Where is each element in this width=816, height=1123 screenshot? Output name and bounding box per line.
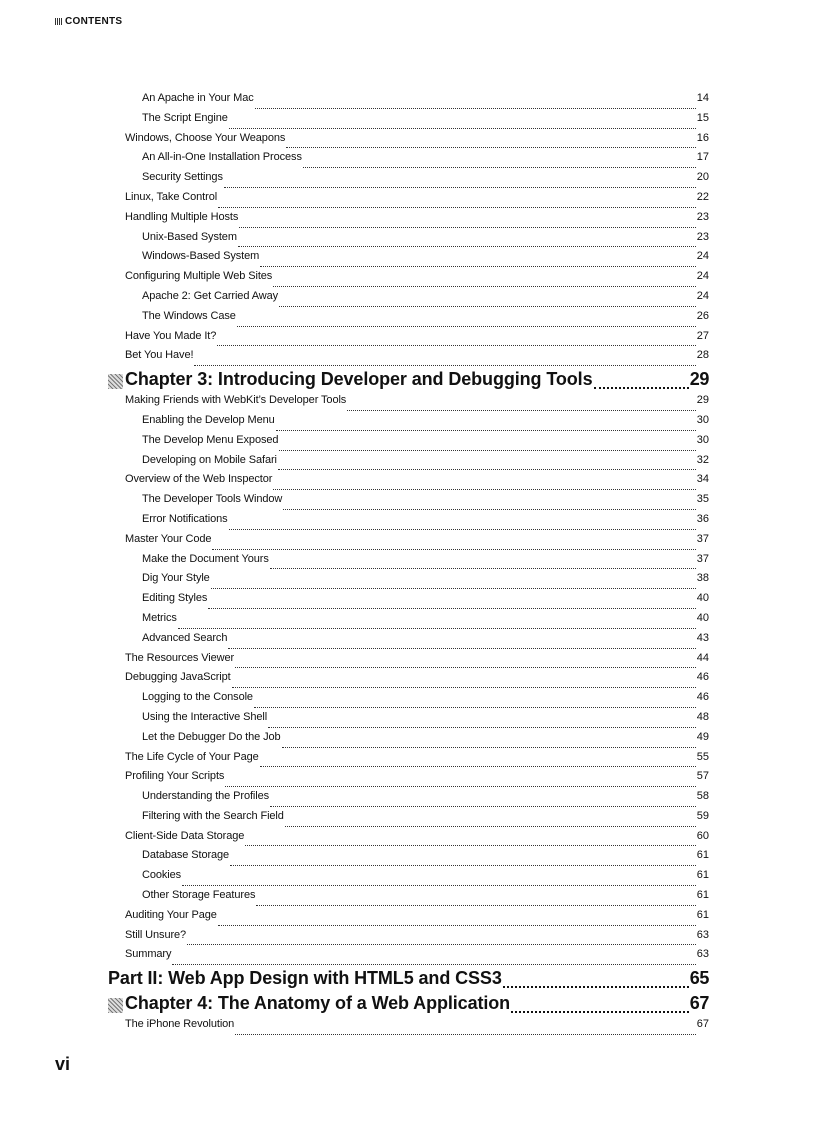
toc-entry-page: 22 [696,190,709,203]
toc-entry-page: 23 [696,230,709,243]
toc-entry-title: Chapter 3: Introducing Developer and Debugging Tools [125,369,593,390]
toc-entry-page: 34 [696,473,709,486]
toc-entry-page: 17 [696,151,709,164]
toc-entry-title: Developing on Mobile Safari [142,453,277,466]
dot-leader [270,805,696,807]
dot-leader [235,1033,696,1035]
dot-leader [239,226,695,228]
toc-entry [108,533,709,553]
dot-leader [256,904,695,906]
toc-entry-title: Still Unsure? [125,928,187,941]
toc-entry-page: 24 [696,250,709,263]
toc-entry-title: Debugging JavaScript [125,671,231,684]
toc-entry [108,889,709,909]
toc-chapter-heading [108,993,709,1018]
toc-entry-title: Database Storage [142,849,230,862]
toc-entry-title: Logging to the Console [142,691,253,704]
toc-entry [108,132,709,152]
page-number: vi [55,1054,71,1074]
dot-leader [232,686,696,688]
dot-leader [282,746,696,748]
dot-leader [235,666,696,668]
toc-entry-page: 48 [696,710,709,723]
toc-entry-title: Part II: Web App Design with HTML5 and CSS3 [108,968,502,989]
chapter-marker-icon [108,998,123,1013]
toc-entry-title: The Windows Case [142,309,236,322]
toc-entry-page: 44 [696,651,709,664]
dot-leader [218,206,696,208]
toc-entry-title: Error Notifications [142,512,228,525]
toc-entry-title: Understanding the Profiles [142,790,270,803]
toc-entry-title: Profiling Your Scripts [125,770,225,783]
toc-entry-page: 61 [696,869,709,882]
dot-leader [218,924,696,926]
toc-entry-title: Linux, Take Control [125,190,218,203]
toc-entry-title: Editing Styles [142,592,208,605]
dot-leader [278,468,696,470]
dot-leader [276,429,696,431]
toc-entry-title: An All-in-One Installation Process [142,151,302,164]
toc-entry [108,849,709,869]
toc-entry-page: 61 [696,849,709,862]
toc-entry-page: 61 [696,889,709,902]
toc-entry-title: Have You Made It? [125,329,217,342]
dot-leader [283,508,695,510]
toc-entry [108,612,709,632]
toc-entry [108,349,709,369]
dot-leader [268,726,696,728]
toc-entry-page: 38 [696,572,709,585]
toc-entry-page: 46 [696,671,709,684]
toc-entry-title: The Script Engine [142,111,228,124]
toc-entry-title: Advanced Search [142,631,228,644]
toc-entry [108,112,709,132]
toc-entry-title: An Apache in Your Mac [142,92,254,104]
toc-entry-page: 35 [696,493,709,506]
toc-chapter-heading [108,369,709,394]
dot-leader [229,528,696,530]
toc-entry-title: Using the Interactive Shell [142,710,268,723]
toc-entry [108,394,709,414]
dot-leader [224,186,696,188]
dot-leader [212,548,695,550]
toc-entry [108,572,709,592]
dot-leader [178,627,696,629]
dot-leader [228,647,695,649]
dot-leader [303,166,696,168]
toc-entry-page: 57 [696,770,709,783]
dot-leader [279,449,695,451]
dot-leader [245,844,695,846]
dot-leader [182,884,696,886]
toc-entry [108,869,709,889]
toc-entry-page: 37 [696,552,709,565]
toc-entry [108,751,709,771]
toc-entry-title: Make the Document Yours [142,552,269,565]
dot-leader [285,825,696,827]
toc-entry [108,711,709,731]
toc-entry [108,948,709,968]
toc-entry [108,493,709,513]
dot-leader [511,1010,689,1013]
toc-entry-title: Making Friends with WebKit’s Developer Tools [125,394,347,407]
dot-leader [273,488,695,490]
chapter-marker-icon [108,374,123,389]
toc-entry-title: The Life Cycle of Your Page [125,750,259,763]
toc-entry-title: Windows-Based System [142,250,260,263]
dot-leader [172,963,695,965]
toc-entry [108,652,709,672]
toc-entry-page: 40 [696,592,709,605]
dot-leader [270,567,696,569]
toc-entry-page: 29 [689,369,709,390]
toc-entry-page: 16 [696,131,709,144]
toc-entry [108,553,709,573]
toc-entry [108,92,709,112]
toc-entry-title: The iPhone Revolution [125,1018,235,1031]
toc-entry-page: 43 [696,631,709,644]
toc-entry-title: Windows, Choose Your Weapons [125,131,286,144]
running-header [55,16,122,27]
toc-entry-title: Let the Debugger Do the Job [142,730,281,743]
toc-entry-page: 67 [696,1018,709,1031]
toc-entry [108,513,709,533]
toc-entry-page: 55 [696,750,709,763]
header-label: CONTENTS [65,16,123,27]
toc-entry-title: Handling Multiple Hosts [125,210,239,223]
toc-entry-page: 65 [689,968,709,989]
toc-entry [108,330,709,350]
dot-leader [279,305,696,307]
dot-leader [260,265,696,267]
toc-entry-title: Other Storage Features [142,889,256,902]
dot-leader [230,864,696,866]
toc-part-heading [108,968,709,993]
toc-entry-page: 59 [696,809,709,822]
toc-entry-title: Summary [125,948,172,961]
toc-entry-page: 20 [696,171,709,184]
toc-entry-title: Unix-Based System [142,230,237,243]
toc-entry [108,909,709,929]
dot-leader [273,285,696,287]
toc-entry-page: 23 [696,210,709,223]
toc-entry-title: Auditing Your Page [125,908,217,921]
dot-leader [503,985,689,988]
toc-entry [108,231,709,251]
toc-entry-page: 61 [696,908,709,921]
dot-leader [286,146,695,148]
toc-entry [108,414,709,434]
toc-entry-title: Dig Your Style [142,572,210,585]
toc-entry-page: 58 [696,790,709,803]
toc-entry [108,810,709,830]
toc-entry-title: Cookies [142,869,182,882]
toc-entry [108,770,709,790]
toc-entry [108,790,709,810]
toc-entry-page: 60 [696,829,709,842]
toc-entry-title: Metrics [142,611,177,624]
header-square-icon [55,18,62,25]
toc-entry [108,434,709,454]
dot-leader [238,245,696,247]
toc-entry-title: Chapter 4: The Anatomy of a Web Application [125,993,511,1014]
toc-entry [108,632,709,652]
toc-entry-page: 49 [696,730,709,743]
toc-entry-page: 27 [696,329,709,342]
toc-entry-title: Filtering with the Search Field [142,809,284,822]
toc-entry-page: 67 [689,993,709,1014]
toc-entry [108,151,709,171]
toc-entry [108,211,709,231]
dot-leader [225,785,695,787]
toc-entry [108,830,709,850]
toc-entry-page: 30 [696,433,709,446]
toc-entry-page: 63 [696,928,709,941]
toc-entry [108,270,709,290]
toc-entry-page: 24 [696,289,709,302]
toc-entry-page: 40 [696,611,709,624]
toc-entry [108,250,709,270]
dot-leader [229,127,696,129]
toc-entry [108,473,709,493]
toc-entry-page: 24 [696,270,709,283]
dot-leader [254,706,696,708]
toc-entry-page: 26 [696,309,709,322]
toc-entry-title: Master Your Code [125,532,212,545]
dot-leader [594,386,689,389]
toc-entry [108,454,709,474]
toc-entry-title: The Develop Menu Exposed [142,433,279,446]
toc-entry [108,290,709,310]
toc-entry-title: The Resources Viewer [125,651,235,664]
toc-entry-page: 29 [696,394,709,407]
toc-entry [108,671,709,691]
toc-entry-title: Bet You Have! [125,349,194,362]
toc-entry [108,171,709,191]
toc-entry-title: Configuring Multiple Web Sites [125,270,273,283]
toc-entry-page: 30 [696,413,709,426]
table-of-contents [108,92,709,1038]
dot-leader [260,765,696,767]
toc-entry [108,1018,709,1038]
toc-entry [108,731,709,751]
dot-leader [187,943,696,945]
dot-leader [208,607,696,609]
toc-entry-page: 14 [696,92,709,104]
toc-entry-page: 15 [696,111,709,124]
toc-entry [108,191,709,211]
toc-entry-page: 63 [696,948,709,961]
dot-leader [211,587,696,589]
toc-entry-title: Overview of the Web Inspector [125,473,273,486]
toc-entry [108,929,709,949]
toc-entry-page: 36 [696,512,709,525]
dot-leader [347,409,696,411]
toc-entry-title: Security Settings [142,171,223,184]
toc-entry-title: The Developer Tools Window [142,493,283,506]
toc-entry [108,310,709,330]
toc-entry-page: 46 [696,691,709,704]
toc-entry-page: 32 [696,453,709,466]
dot-leader [194,364,695,366]
toc-entry-title: Client-Side Data Storage [125,829,245,842]
toc-entry [108,691,709,711]
toc-entry [108,592,709,612]
toc-entry-title: Enabling the Develop Menu [142,413,275,426]
toc-entry-title: Apache 2: Get Carried Away [142,289,278,302]
toc-entry-page: 37 [696,532,709,545]
dot-leader [255,107,696,109]
toc-entry-page: 28 [696,349,709,362]
dot-leader [217,344,695,346]
dot-leader [237,325,696,327]
